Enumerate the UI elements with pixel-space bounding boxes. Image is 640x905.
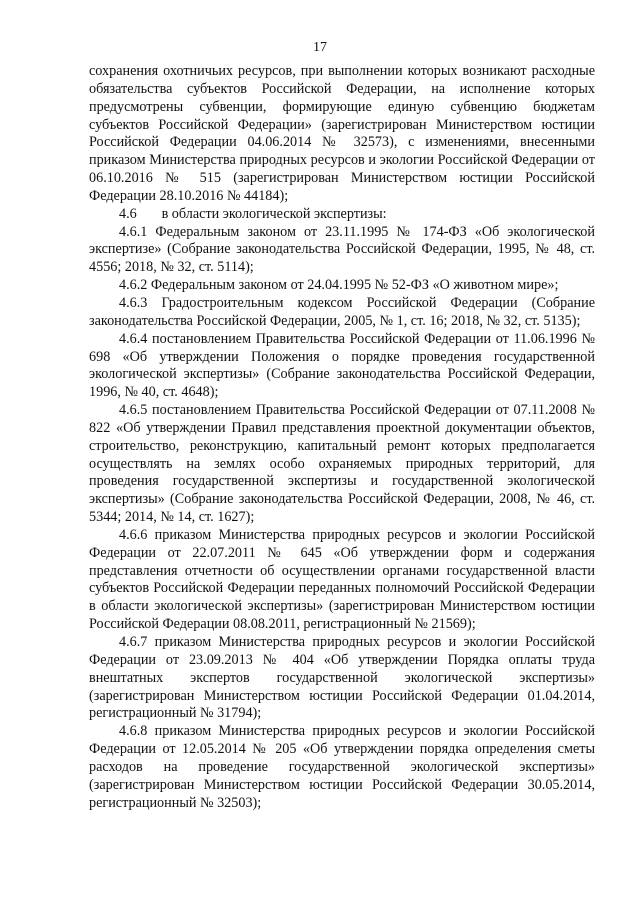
paragraph-text: Федеральным законом от 23.11.1995 № 174-ФЗ «Об экологической экспертизе» (Собрание законодательства Российской Федерации, 1995, № 48, ст. 4556; 2018, № 32, ст. 5114); xyxy=(89,223,595,276)
paragraph-number: 4.6.4 xyxy=(119,330,148,347)
paragraph-4-6-6 xyxy=(89,527,595,634)
paragraph-4-6-8 xyxy=(89,723,595,812)
paragraph-number: 4.6.1 xyxy=(119,223,148,240)
paragraph-text: постановлением Правительства Российской Федерации от 11.06.1996 № 698 «Об утверждении Положения о порядке проведения государственной экологической экспертизы» (Собрание законодательства Российской Федерации, 1996, № 40, ст. 4648); xyxy=(89,330,595,401)
paragraph-text: сохранения охотничьих ресурсов, при выполнении которых возникают расходные обязательства субъектов Российской Федерации, на исполнение которых предусмотрены субвенции, формирующие единую субвенцию бюджетам субъектов Российской Федерации» (зарегистрирован Министерством юстиции Российской Федерации 04.06.2014 № 32573), с изменениями, внесенными приказом Министерства природных ресурсов и экологии Российской Федерации от 06.10.2016 № 515 (зарегистрирован Министерством юстиции Российской Федерации 28.10.2016 № 44184); xyxy=(89,63,595,204)
document-body xyxy=(89,63,595,812)
paragraph-number: 4.6 xyxy=(119,205,137,222)
paragraph-number: 4.6.3 xyxy=(119,294,148,311)
paragraph-4-6-2 xyxy=(89,277,595,295)
paragraph-number: 4.6.2 xyxy=(119,277,148,294)
paragraph-4-6-3 xyxy=(89,295,595,331)
paragraph-number: 4.6.6 xyxy=(119,526,148,543)
paragraph-text: приказом Министерства природных ресурсов и экологии Российской Федерации от 23.09.2013 № 404 «Об утверждении Порядка оплаты труда внештатных экспертов государственной экологической экспертизы» (зарегистрирован Министерством юстиции Российской Федерации 01.04.2014, регистрационный № 31794); xyxy=(89,634,595,722)
paragraph-continuation xyxy=(89,63,595,206)
paragraph-text: постановлением Правительства Российской Федерации от 07.11.2008 № 822 «Об утверждении Правил представления проектной документации объектов, строительство, реконструкцию, капитальный ремонт которых предполагается осуществлять на землях особо охраняемых природных территорий, для проведения государственной экспертизы и государственной экологической экспертизы» (Собрание законодательства Российской Федерации, 2008, № 46, ст. 5344; 2014, № 14, ст. 1627); xyxy=(89,402,595,526)
paragraph-number: 4.6.8 xyxy=(119,723,148,740)
paragraph-4-6-5 xyxy=(89,402,595,527)
paragraph-text: в области экологической экспертизы: xyxy=(161,205,387,222)
paragraph-4-6-7 xyxy=(89,634,595,723)
paragraph-number: 4.6.7 xyxy=(119,634,148,650)
paragraph-text: приказом Министерства природных ресурсов и экологии Российской Федерации от 12.05.2014 № 205 «Об утверждении порядка определения сметы расходов на проведение государственной экологической экспертизы» (зарегистрирован Министерством юстиции Российской Федерации 30.05.2014, регистрационный № 32503); xyxy=(89,723,595,811)
paragraph-text: приказом Министерства природных ресурсов и экологии Российской Федерации от 22.07.2011 № 645 «Об утверждении форм и содержания представления отчетности об осуществлении органами государственной власти субъектов Российской Федерации переданных полномочий Российской Федерации в области экологической экспертизы» (зарегистрирован Министерством юстиции Российской Федерации 08.08.2011, регистрационный № 21569); xyxy=(89,526,595,633)
paragraph-text: Градостроительным кодексом Российской Федерации (Собрание законодательства Российской Федерации, 2005, № 1, ст. 16; 2018, № 32, ст. 5135); xyxy=(89,294,595,329)
paragraph-4-6-1 xyxy=(89,224,595,278)
paragraph-4-6-4 xyxy=(89,331,595,402)
paragraph-4-6 xyxy=(89,206,595,224)
page-number: 17 xyxy=(313,40,327,55)
paragraph-number: 4.6.5 xyxy=(119,402,148,419)
paragraph-text: Федеральным законом от 24.04.1995 № 52-ФЗ «О животном мире»; xyxy=(150,277,559,294)
